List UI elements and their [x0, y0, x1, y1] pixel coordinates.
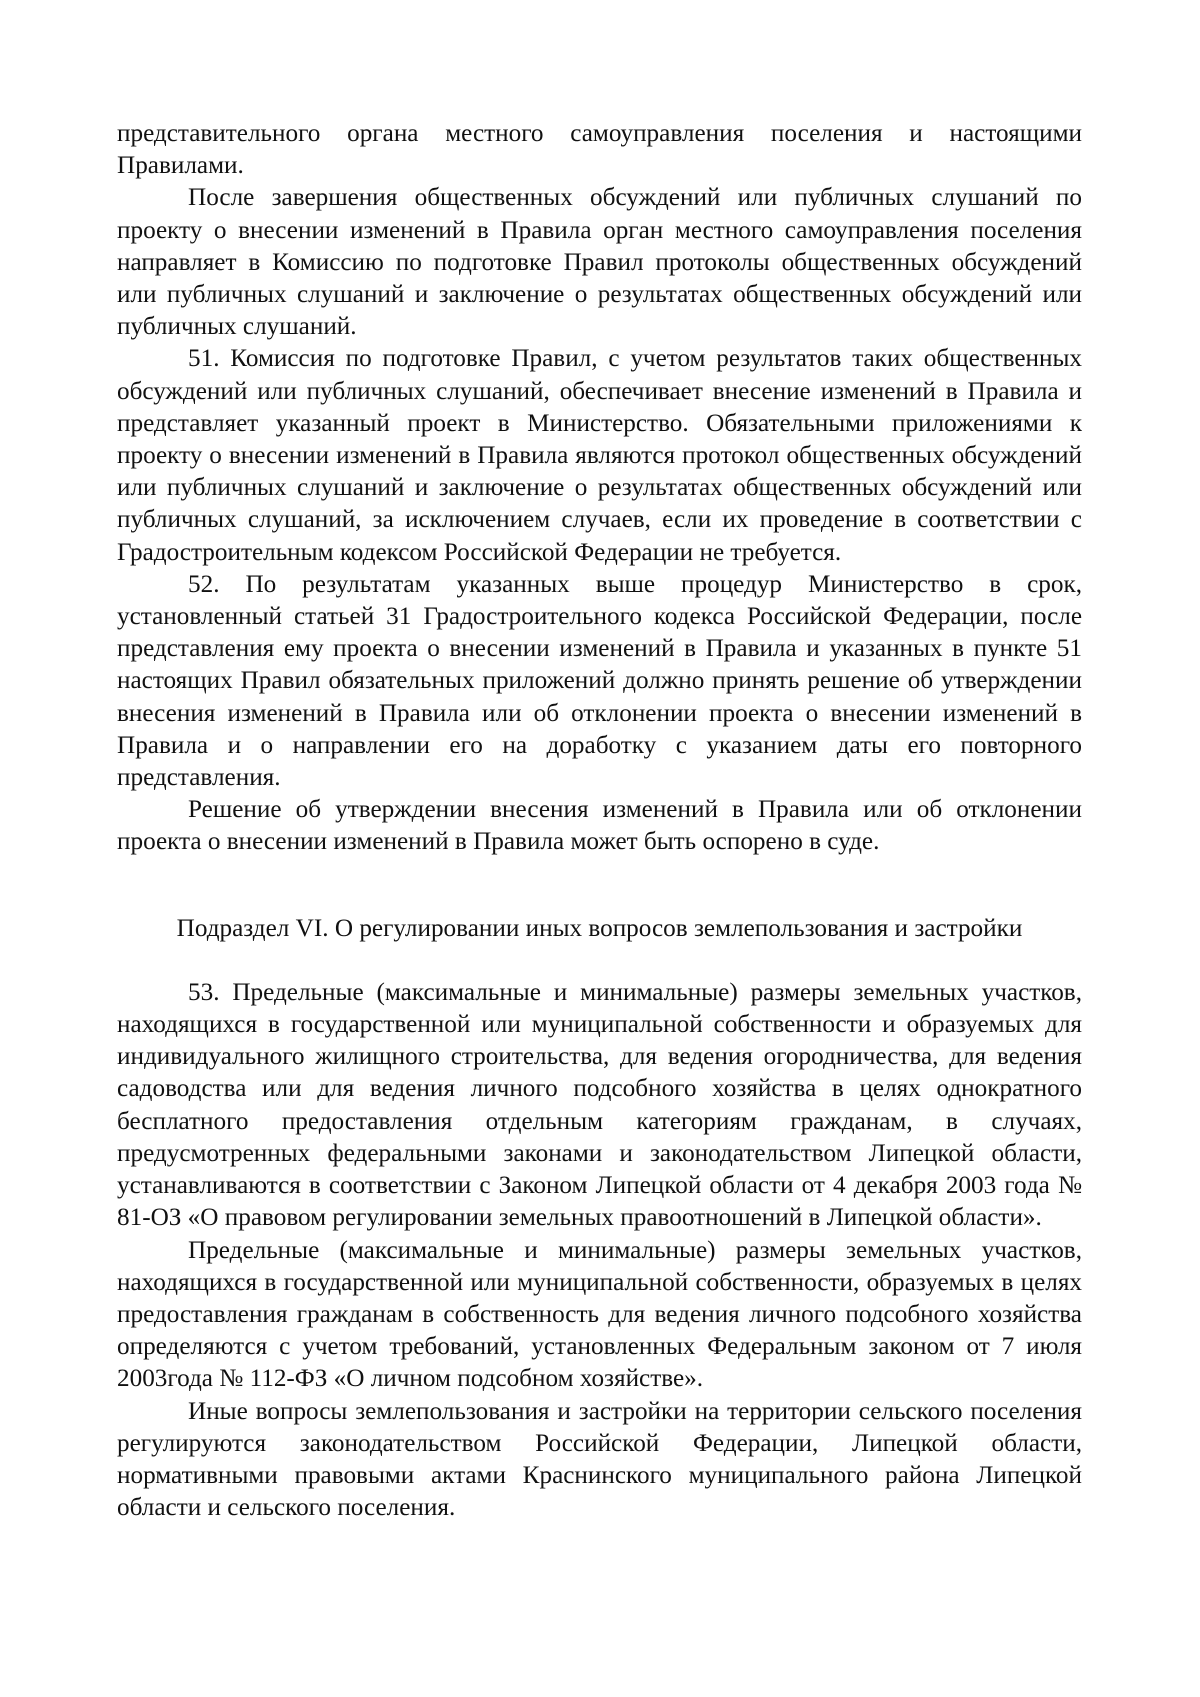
- paragraph-item-51: 51. Комиссия по подготовке Правил, с учетом результатов таких общественных обсуждений или публичных слушаний, обеспечивает внесение изменений в Правила и представляет указанный проект в Министерство. Обязательными приложениями к проекту о внесении изменений в Правила являются протокол общественных обсуждений или публичных слушаний и заключение о результатах общественных обсуждений или публичных слушаний, за исключением случаев, если их проведение в соответствии с Градостроительным кодексом Российской Федерации не требуется.: [117, 345, 1082, 566]
- paragraph-other-questions: Иные вопросы землепользования и застройки на территории сельского поселения регулируются законодательством Российской Федерации, Липецкой области, нормативными правовыми актами Краснинского муниципального района Липецкой области и сельского поселения.: [117, 1397, 1082, 1522]
- document-page: [117, 118, 1082, 1524]
- paragraph-item-53: 53. Предельные (максимальные и минимальные) размеры земельных участков, находящихся в государственной или муниципальной собственности и образуемых для индивидуального жилищного строительства, для ведения огородничества, для ведения садоводства или для ведения личного подсобного хозяйства в целях однократного бесплатного предоставления отдельным категориям гражданам, в случаях, предусмотренных федеральными законами и законодательством Липецкой области, устанавливаются в соответствии с Законом Липецкой области от 4 декабря 2003 года № 81-ОЗ «О правовом регулировании земельных правоотношений в Липецкой области».: [117, 978, 1082, 1232]
- paragraph-continuation: представительного органа местного самоуправления поселения и настоящими Правилами.: [117, 120, 1082, 180]
- paragraph-after-discussions: После завершения общественных обсуждений или публичных слушаний по проекту о внесении изменений в Правила орган местного самоуправления поселения направляет в Комиссию по подготовке Правил протоколы общественных обсуждений или публичных слушаний и заключение о результатах общественных обсуждений или публичных слушаний.: [117, 184, 1082, 341]
- paragraph-item-52: 52. По результатам указанных выше процедур Министерство в срок, установленный статьей 31 Градостроительного кодекса Российской Федерации, после представления ему проекта о внесении изменений в Правила и указанных в пункте 51 настоящих Правил обязательных приложений должно принять решение об утверждении внесения изменений в Правила или об отклонении проекта о внесении изменений в Правила и о направлении его на доработку с указанием даты его повторного представления.: [117, 570, 1082, 792]
- paragraph-plot-sizes: Предельные (максимальные и минимальные) размеры земельных участков, находящихся в государственной или муниципальной собственности, образуемых в целях предоставления гражданам в собственность для ведения личного подсобного хозяйства определяются с учетом требований, установленных Федеральным законом от 7 июля 2003года № 112-ФЗ «О личном подсобном хозяйстве».: [117, 1236, 1082, 1393]
- paragraph-decision-appeal: Решение об утверждении внесения изменений в Правила или об отклонении проекта о внесении изменений в Правила может быть оспорено в суде.: [117, 796, 1082, 856]
- section-heading: Подраздел VI. О регулировании иных вопросов землепользования и застройки: [176, 914, 1023, 942]
